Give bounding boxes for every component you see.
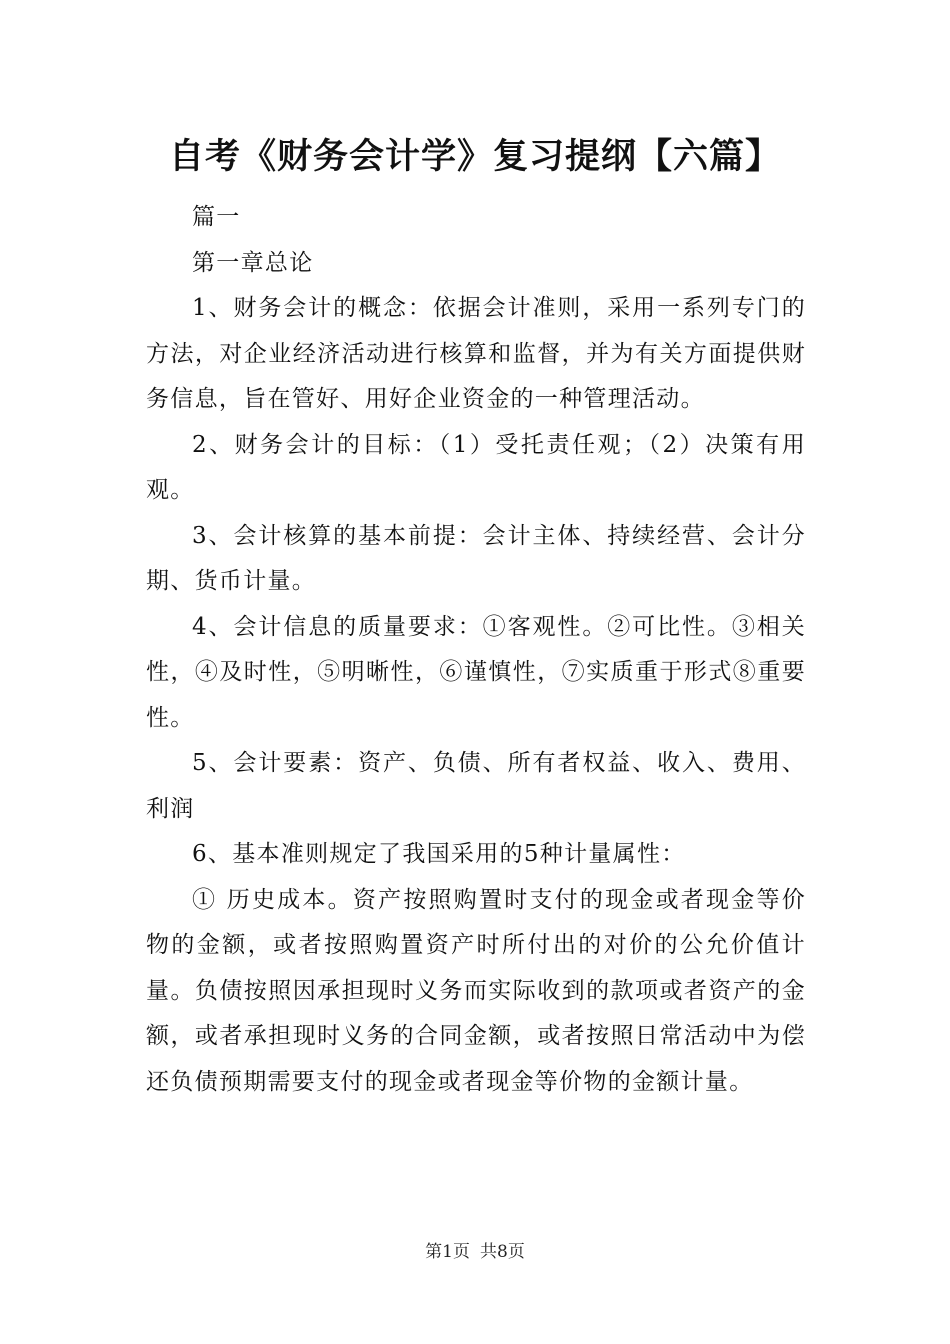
paragraph: ① 历史成本。资产按照购置时支付的现金或者现金等价物的金额，或者按照购置资产时所付出的对价的公允价值计量。负债按照因承担现时义务而实际收到的款项或者资产的金额，或者承担现时义务的合同金额，或者按照日常活动中为偿还负债预期需要支付的现金或者现金等价物的金额计量。: [146, 886, 806, 1095]
paragraph: 5、会计要素：资产、负债、所有者权益、收入、费用、利润: [146, 750, 806, 822]
section-heading: 篇一: [192, 204, 241, 230]
paragraph: 6、基本准则规定了我国采用的5种计量属性：: [192, 841, 686, 867]
paragraph: 2、财务会计的目标：（1）受托责任观；（2）决策有用观。: [146, 431, 806, 503]
chapter-heading: 第一章总论: [192, 249, 314, 276]
paragraph: 1、财务会计的概念：依据会计准则，采用一系列专门的方法，对企业经济活动进行核算和监督，并为有关方面提供财务信息，旨在管好、用好企业资金的一种管理活动。: [146, 295, 806, 412]
document-title: 自考《财务会计学》复习提纲【六篇】: [168, 136, 781, 177]
page-number-total: 共8页: [480, 1242, 525, 1262]
paragraph: 3、会计核算的基本前提：会计主体、持续经营、会计分期、货币计量。: [146, 522, 806, 594]
page-footer: [0, 1240, 950, 1264]
page-number-current: 第1页: [425, 1242, 470, 1262]
document-body: [146, 195, 806, 1105]
paragraph: 4、会计信息的质量要求：①客观性。②可比性。③相关性，④及时性，⑤明晰性，⑥谨慎性，⑦实质重于形式⑧重要性。: [146, 613, 806, 731]
